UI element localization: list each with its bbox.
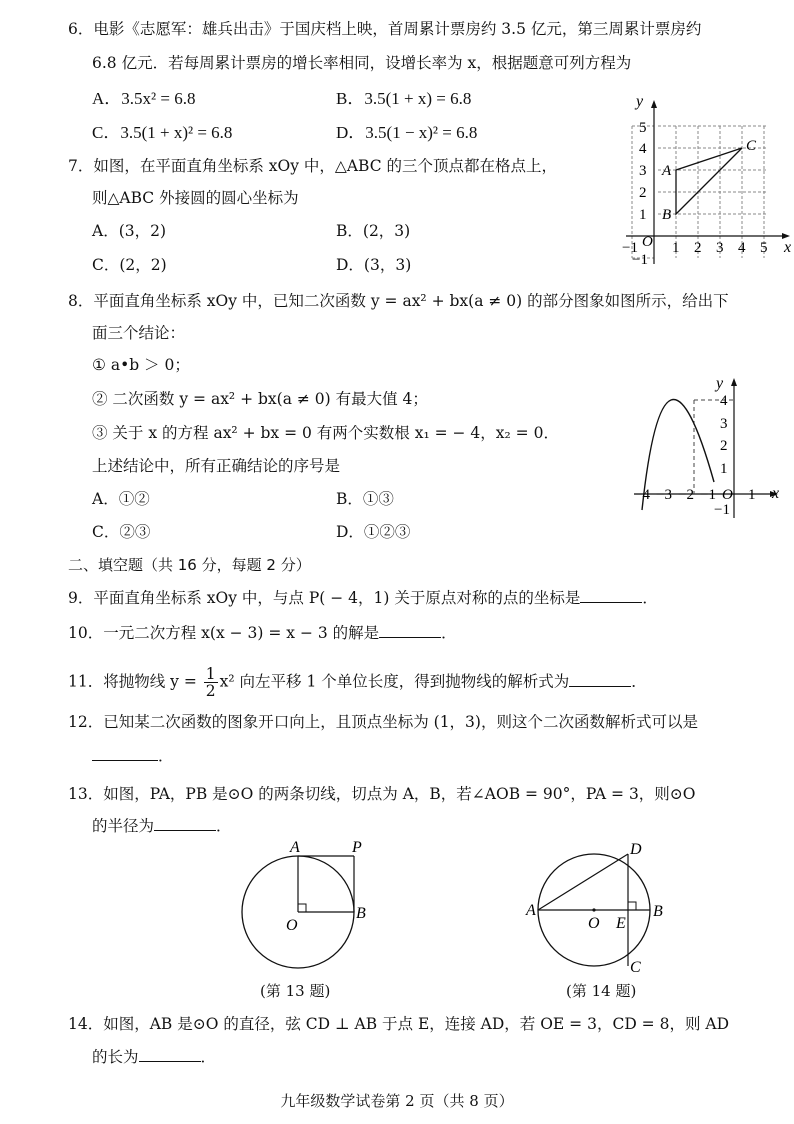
q9-stem: 9．平面直角坐标系 xOy 中，与点 P( − 4，1) 关于原点对称的点的坐标是 bbox=[68, 589, 581, 607]
section-heading: 二、填空题（共 16 分，每题 2 分） bbox=[68, 556, 311, 574]
right-angle-mark bbox=[298, 904, 306, 912]
q12-answer-blank[interactable] bbox=[92, 746, 158, 761]
q8-question: 上述结论中，所有正确结论的序号是 bbox=[92, 457, 341, 475]
label-o: O bbox=[286, 917, 298, 934]
origin-label: O bbox=[642, 234, 653, 250]
q6-option-a: A．3.5x² = 6.8 bbox=[92, 89, 196, 108]
label-b: B bbox=[653, 903, 663, 920]
q8-line1: 8．平面直角坐标系 xOy 中，已知二次函数 y = ax² + bx(a ≠ 0) 的部分图象如图所示，给出下 bbox=[68, 292, 729, 310]
q6-option-d: D．3.5(1 − x)² = 6.8 bbox=[336, 123, 478, 142]
q11-fraction bbox=[204, 666, 218, 699]
y-tick: 4 bbox=[639, 141, 647, 157]
x-tick: 3 bbox=[716, 240, 724, 256]
label-o: O bbox=[588, 915, 600, 932]
center-dot bbox=[592, 908, 595, 911]
q8-conclusion-2: ② 二次函数 y = ax² + bx(a ≠ 0) 有最大值 4； bbox=[92, 390, 428, 408]
x-tick: 1 bbox=[672, 240, 680, 256]
page-footer: 九年级数学试卷第 2 页（共 8 页） bbox=[280, 1092, 514, 1110]
q6-option-b: B．3.5(1 + x) = 6.8 bbox=[336, 89, 472, 108]
y-axis-arrow-icon bbox=[651, 100, 657, 108]
segment-ad bbox=[538, 854, 628, 910]
x-tick: 1 bbox=[748, 487, 756, 503]
q11-fraction-denominator: 2 bbox=[205, 682, 216, 700]
y-tick: 2 bbox=[639, 185, 647, 201]
label-e: E bbox=[616, 915, 626, 932]
q6-line1: 6．电影《志愿军：雄兵出击》于国庆档上映，首周累计票房约 3.5 亿元，第三周累计票房约 bbox=[68, 20, 702, 38]
q6-line2: 6.8 亿元．若每周累计票房的增长率相同，设增长率为 x，根据题意可列方程为 bbox=[92, 54, 632, 72]
q10-answer-blank[interactable] bbox=[379, 623, 441, 638]
x-tick: −4 bbox=[634, 487, 650, 503]
label-a: A bbox=[526, 902, 536, 919]
q7-grid-figure bbox=[612, 92, 794, 272]
q10-text: 10．一元二次方程 x(x − 3) = x − 3 的解是 ． bbox=[68, 624, 457, 642]
y-tick: 1 bbox=[639, 207, 647, 223]
x-tick: −2 bbox=[678, 487, 694, 503]
label-p: P bbox=[352, 839, 362, 856]
origin-label: O bbox=[722, 487, 733, 503]
x-tick: 5 bbox=[760, 240, 768, 256]
q8-option-a: A．①② bbox=[92, 490, 150, 508]
q8-option-d: D．①②③ bbox=[336, 523, 411, 541]
right-angle-mark bbox=[628, 902, 636, 910]
q14-line2: 的长为 ． bbox=[92, 1048, 217, 1066]
x-tick: 4 bbox=[738, 240, 746, 256]
x-axis-label: x bbox=[772, 485, 780, 502]
point-a-label: A bbox=[662, 163, 672, 179]
q7-option-b: B．(2，3) bbox=[336, 222, 411, 240]
q13-stem: 的半径为 bbox=[92, 817, 155, 835]
q7-option-a: A．(3，2) bbox=[92, 222, 167, 240]
q12-line2: ． bbox=[92, 745, 174, 767]
q11-stem-pre: 11．将抛物线 y = bbox=[68, 672, 197, 691]
q8-option-b: B．①③ bbox=[336, 490, 394, 508]
figure-13 bbox=[236, 836, 376, 976]
q11-fraction-numerator: 1 bbox=[205, 665, 216, 683]
q7-line1: 7．如图，在平面直角坐标系 xOy 中，△ABC 的三个顶点都在格点上， bbox=[68, 157, 558, 175]
label-c: C bbox=[630, 959, 641, 976]
y-axis-label: y bbox=[636, 93, 644, 110]
x-tick: −1 bbox=[700, 487, 716, 503]
q8-line2: 面三个结论： bbox=[92, 324, 186, 342]
y-tick: 3 bbox=[639, 163, 647, 179]
q12-line1: 12．已知某二次函数的图象开口向上，且顶点坐标为 (1，3)，则这个二次函数解析式可以是 bbox=[68, 713, 698, 731]
q6-option-c: C．3.5(1 + x)² = 6.8 bbox=[92, 123, 233, 142]
q9-answer-blank[interactable] bbox=[580, 588, 642, 603]
point-b-label: B bbox=[662, 207, 672, 223]
q14-line1: 14．如图，AB 是⊙O 的直径，弦 CD ⊥ AB 于点 E，连接 AD，若 OE = 3，CD = 8，则 AD bbox=[68, 1015, 729, 1033]
q8-option-c: C．②③ bbox=[92, 523, 151, 541]
y-tick: 4 bbox=[720, 393, 728, 409]
q13-line1: 13．如图，PA，PB 是⊙O 的两条切线，切点为 A，B，若∠AOB = 90°，PA = 3，则⊙O bbox=[68, 785, 696, 803]
y-axis-arrow-icon bbox=[731, 378, 737, 386]
y-tick: 1 bbox=[720, 461, 728, 477]
q7-option-d: D．(3，3) bbox=[336, 256, 412, 274]
q9-text: 9．平面直角坐标系 xOy 中，与点 P( − 4，1) 关于原点对称的点的坐标是 ． bbox=[68, 589, 658, 607]
q14-answer-blank[interactable] bbox=[139, 1047, 201, 1062]
figure-14-caption: (第 14 题) bbox=[566, 982, 637, 1000]
q11-answer-blank[interactable] bbox=[569, 672, 631, 687]
y-tick: 2 bbox=[720, 438, 728, 454]
point-c-label: C bbox=[746, 138, 757, 154]
y-tick: 5 bbox=[639, 120, 647, 136]
x-tick: −3 bbox=[656, 487, 672, 503]
label-a: A bbox=[290, 839, 300, 856]
y-tick: −1 bbox=[714, 502, 730, 518]
q11-text: 11．将抛物线 y = $\frac{1}{2}$ x² 向左平移 1 个单位长度，得到抛物线的解析式为 ． bbox=[68, 665, 647, 700]
q8-parabola-figure bbox=[624, 370, 784, 520]
q7-line2: 则△ABC 外接圆的圆心坐标为 bbox=[92, 189, 299, 207]
q8-conclusion-3: ③ 关于 x 的方程 ax² + bx = 0 有两个实数根 x₁ = − 4，x₂ = 0． bbox=[92, 424, 559, 442]
figure-13-caption: (第 13 题) bbox=[260, 982, 331, 1000]
x-tick: 2 bbox=[694, 240, 702, 256]
x-axis-label: x bbox=[784, 239, 792, 256]
q14-stem: 的长为 bbox=[92, 1048, 139, 1066]
q13-line2: 的半径为 ． bbox=[92, 817, 232, 835]
y-tick: 3 bbox=[720, 416, 728, 432]
triangle-abc bbox=[676, 148, 742, 214]
y-tick: −1 bbox=[632, 252, 648, 268]
y-axis-label: y bbox=[716, 375, 724, 392]
q11-stem-post: x² 向左平移 1 个单位长度，得到抛物线的解析式为 bbox=[219, 672, 570, 691]
q8-conclusion-1: ① a•b ＞ 0； bbox=[92, 356, 190, 374]
label-d: D bbox=[630, 841, 642, 858]
q13-answer-blank[interactable] bbox=[154, 816, 216, 831]
q7-option-c: C．(2，2) bbox=[92, 256, 167, 274]
q10-stem: 10．一元二次方程 x(x − 3) = x − 3 的解是 bbox=[68, 624, 380, 642]
label-b: B bbox=[356, 905, 366, 922]
x-tick: −1 bbox=[622, 240, 638, 256]
figure-14 bbox=[522, 838, 682, 976]
